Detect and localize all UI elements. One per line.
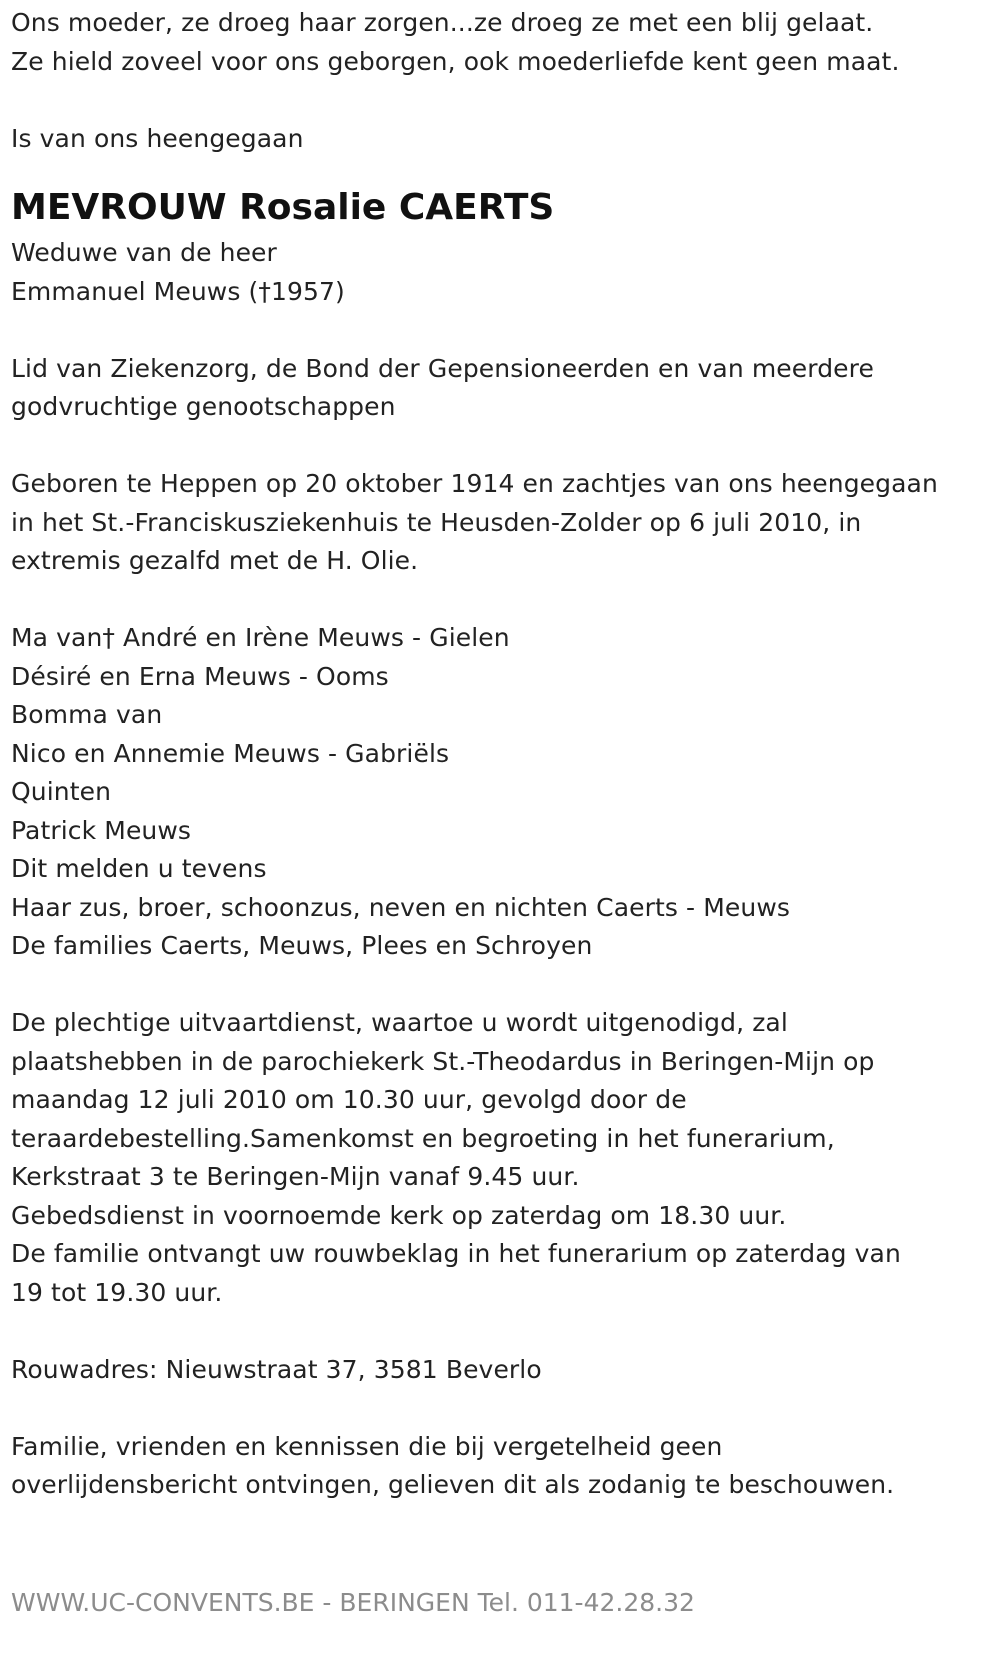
- family-line: De families Caerts, Meuws, Plees en Schroyen: [11, 931, 593, 960]
- birth-line-2: in het St.-Franciskusziekenhuis te Heusden-Zolder op 6 juli 2010, in: [11, 507, 862, 537]
- intro-verse-line-2: Ze hield zoveel voor ons geborgen, ook moederliefde kent geen maat.: [11, 46, 900, 76]
- family-line: Dit melden u tevens: [11, 854, 267, 883]
- spouse-line: Emmanuel Meuws (†1957): [11, 276, 345, 306]
- mourning-address: Rouwadres: Nieuwstraat 37, 3581 Beverlo: [11, 1354, 542, 1384]
- closing-line-1: Familie, vrienden en kennissen die bij vergetelheid geen: [11, 1431, 723, 1461]
- family-line: Patrick Meuws: [11, 815, 192, 845]
- family-line: Désiré en Erna Meuws - Ooms: [11, 661, 389, 691]
- birth-line-3: extremis gezalfd met de H. Olie.: [11, 546, 419, 575]
- intro-verse-line-1: Ons moeder, ze droeg haar zorgen...ze droeg ze met een blij gelaat.: [11, 8, 874, 37]
- family-line: Nico en Annemie Meuws - Gabriëls: [11, 738, 450, 768]
- service-line: De familie ontvangt uw rouwbeklag in het funerarium op zaterdag van: [11, 1239, 901, 1268]
- service-line: Gebedsdienst in voornoemde kerk op zaterdag om 18.30 uur.: [11, 1200, 787, 1230]
- intro-announcement: Is van ons heengegaan: [11, 123, 304, 153]
- family-line: Quinten: [11, 777, 112, 806]
- publisher-footer: WWW.UC-CONVENTS.BE - BERINGEN Tel. 011-42.28.32: [11, 1588, 695, 1617]
- family-line: Ma van† André en Irène Meuws - Gielen: [11, 623, 510, 652]
- service-line: Kerkstraat 3 te Beringen-Mijn vanaf 9.45 uur.: [11, 1162, 580, 1191]
- widow-of-line: Weduwe van de heer: [11, 238, 277, 267]
- closing-line-2: overlijdensbericht ontvingen, gelieven dit als zodanig te beschouwen.: [11, 1470, 895, 1499]
- service-line: plaatshebben in de parochiekerk St.-Theodardus in Beringen-Mijn op: [11, 1046, 875, 1076]
- membership-line-1: Lid van Ziekenzorg, de Bond der Gepensioneerden en van meerdere: [11, 353, 874, 383]
- family-line: Haar zus, broer, schoonzus, neven en nichten Caerts - Meuws: [11, 892, 790, 922]
- birth-line-1: Geboren te Heppen op 20 oktober 1914 en zachtjes van ons heengegaan: [11, 469, 938, 498]
- service-line: 19 tot 19.30 uur.: [11, 1277, 223, 1307]
- obituary-notice: [11, 4, 991, 1505]
- family-list: [11, 619, 991, 966]
- service-line: maandag 12 juli 2010 om 10.30 uur, gevolgd door de: [11, 1085, 687, 1114]
- service-line: teraardebestelling.Samenkomst en begroeting in het funerarium,: [11, 1123, 835, 1153]
- deceased-name: MEVROUW Rosalie CAERTS: [11, 187, 555, 228]
- service-details: [11, 1004, 991, 1312]
- service-line: De plechtige uitvaartdienst, waartoe u wordt uitgenodigd, zal: [11, 1008, 788, 1037]
- family-line: Bomma van: [11, 700, 163, 729]
- membership-line-2: godvruchtige genootschappen: [11, 392, 396, 421]
